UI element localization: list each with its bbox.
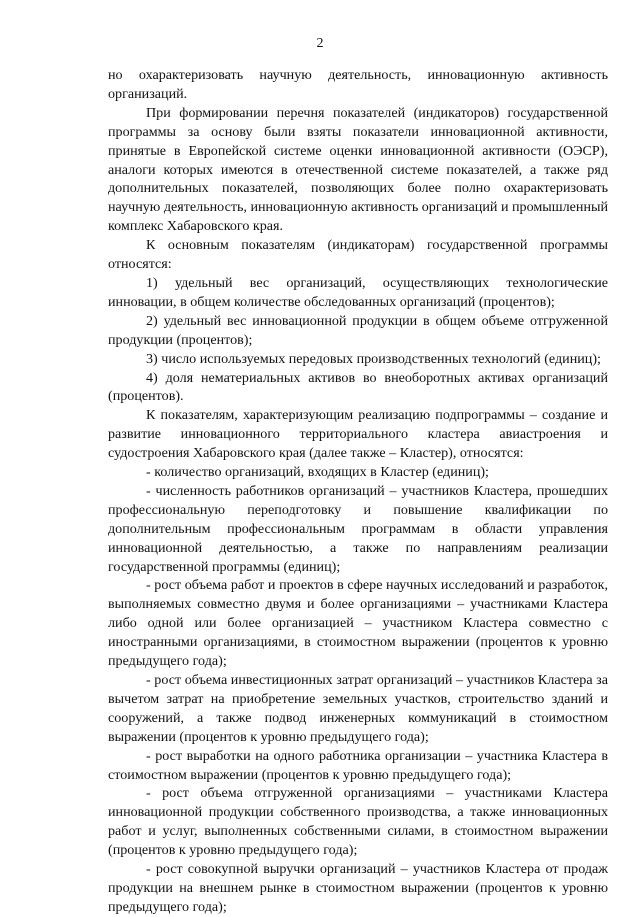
list-item: 4) доля нематериальных активов во внеоборотных активах организаций (процентов).: [108, 369, 608, 405]
paragraph: К показателям, характеризующим реализацию подпрограммы – создание и развитие инновационного территориального кластера авиастроения и судостроения Хабаровского края (далее также – Кластер), относятся:: [108, 407, 608, 462]
list-item: - рост объема инвестиционных затрат организаций – участников Кластера за вычетом затрат на приобретение земельных участков, строительство зданий и сооружений, а также подвод инженерных коммуникаций в стоимостном выражении (процентов к уровню предыдущего года);: [108, 672, 608, 745]
list-item: - численность работников организаций – участников Кластера, прошедших профессиональную переподготовку и повышение квалификации по дополнительным профессиональным программам в области управления инновационной деятельностью, а также по направлениям реализации государственной программы (единиц);: [108, 482, 608, 575]
paragraph: но охарактеризовать научную деятельность, инновационную активность организаций.: [108, 67, 608, 102]
paragraph: К основным показателям (индикаторам) государственной программы относятся:: [108, 237, 608, 273]
list-item: - рост выработки на одного работника организации – участника Кластера в стоимостном выражении (процентов к уровню предыдущего года);: [108, 747, 608, 783]
list-item: - рост совокупной выручки организаций – участников Кластера от продаж продукции на внешнем рынке в стоимостном выражении (процентов к уровню предыдущего года);: [108, 861, 608, 915]
paragraph: При формировании перечня показателей (индикаторов) государственной программы за основу были взяты показатели инновационной активности, принятые в Европейской системе оценки инновационной активности (ОЭСР), аналоги которых имеются в отечественной системе показателей, а также ряд дополнительных показателей, позволяющих более полно охарактеризовать научную деятельность, инновационную активность организаций и промышленный комплекс Хабаровского края.: [108, 104, 609, 235]
list-item: - рост объема отгруженной организациями – участниками Кластера инновационной продукции собственного производства, а также инновационных работ и услуг, выполненных собственными силами, в стоимостном выражении (процентов к уровню предыдущего года);: [108, 785, 608, 859]
list-item: - количество организаций, входящих в Кластер (единиц);: [146, 464, 489, 481]
page-number: 2: [316, 36, 324, 51]
list-item: 3) число используемых передовых производственных технологий (единиц);: [146, 350, 601, 367]
list-item: 1) удельный вес организаций, осуществляющих технологические инновации, в общем количестве обследованных организаций (процентов);: [108, 274, 608, 310]
document-body: [108, 66, 608, 917]
list-item: - рост объема работ и проектов в сфере научных исследований и разработок, выполняемых совместно двумя и более организациями – участниками Кластера либо одной или более организацией – участником Кластера совместно с иностранными организациями, в стоимостном выражении (процентов к уровню предыдущего года);: [108, 577, 608, 670]
list-item: 2) удельный вес инновационной продукции в общем объеме отгруженной продукции (процентов);: [108, 312, 608, 348]
